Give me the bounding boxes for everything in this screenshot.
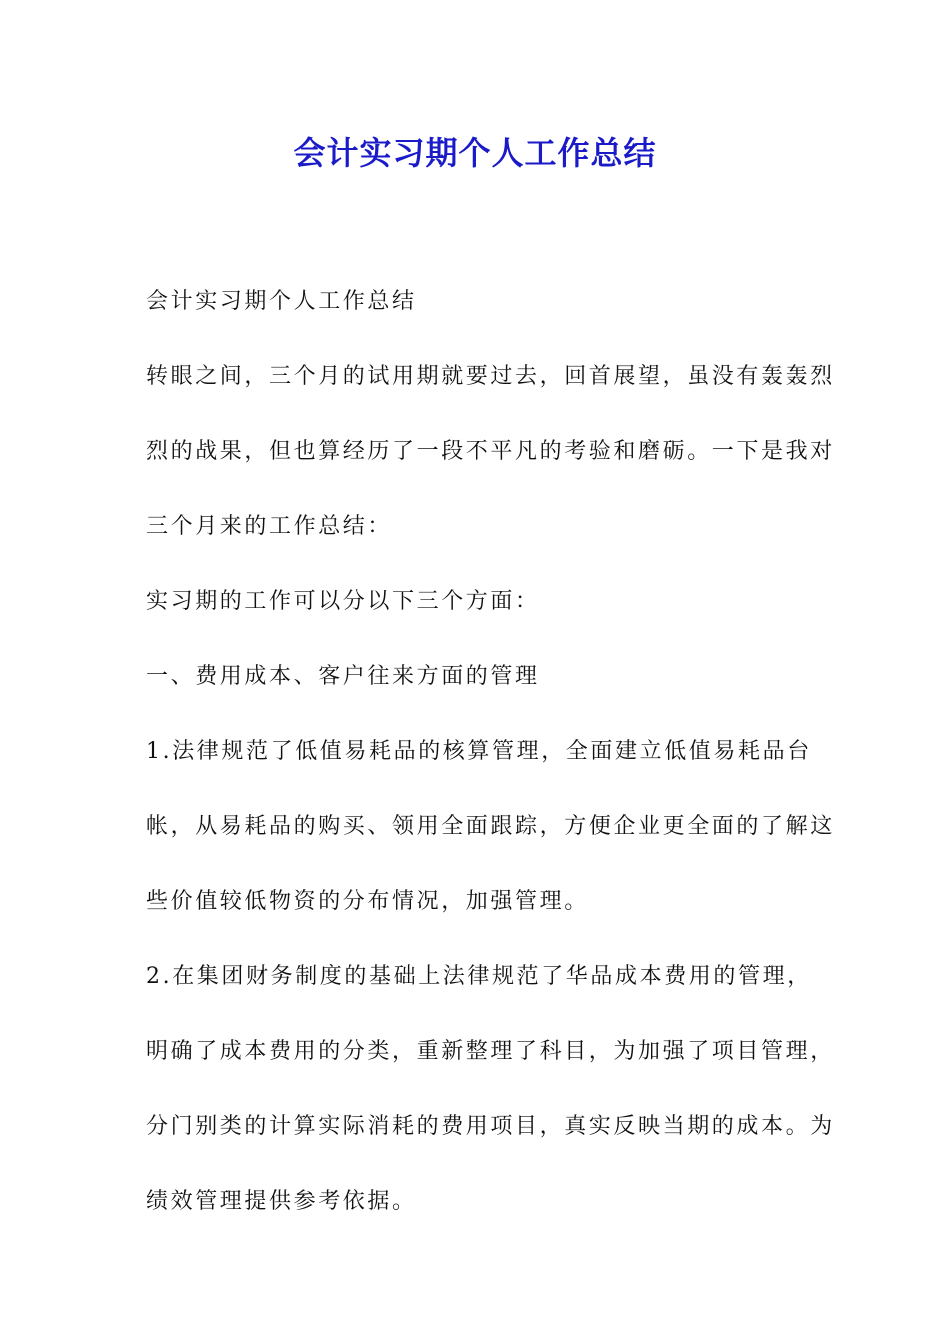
document-body bbox=[146, 264, 836, 1239]
paragraph-subtitle: 会计实习期个人工作总结 bbox=[146, 289, 417, 314]
paragraph-item-2: 2.在集团财务制度的基础上法律规范了华品成本费用的管理，明确了成本费用的分类，重新整理了科目，为加强了项目管理，分门别类的计算实际消耗的费用项目，真实反映当期的成本。为绩效管理提供参考依据。 bbox=[146, 964, 835, 1214]
paragraph-intro: 转眼之间，三个月的试用期就要过去，回首展望，虽没有轰轰烈烈的战果，但也算经历了一段不平凡的考验和磨砺。一下是我对三个月来的工作总结： bbox=[146, 364, 835, 539]
paragraph-aspects: 实习期的工作可以分以下三个方面： bbox=[146, 589, 540, 614]
section-heading-1: 一、费用成本、客户往来方面的管理 bbox=[146, 664, 540, 689]
page-title: 会计实习期个人工作总结 bbox=[293, 134, 657, 172]
paragraph-item-1: 1.法律规范了低值易耗品的核算管理，全面建立低值易耗品台帐，从易耗品的购买、领用全面跟踪，方便企业更全面的了解这些价值较低物资的分布情况，加强管理。 bbox=[146, 739, 835, 914]
